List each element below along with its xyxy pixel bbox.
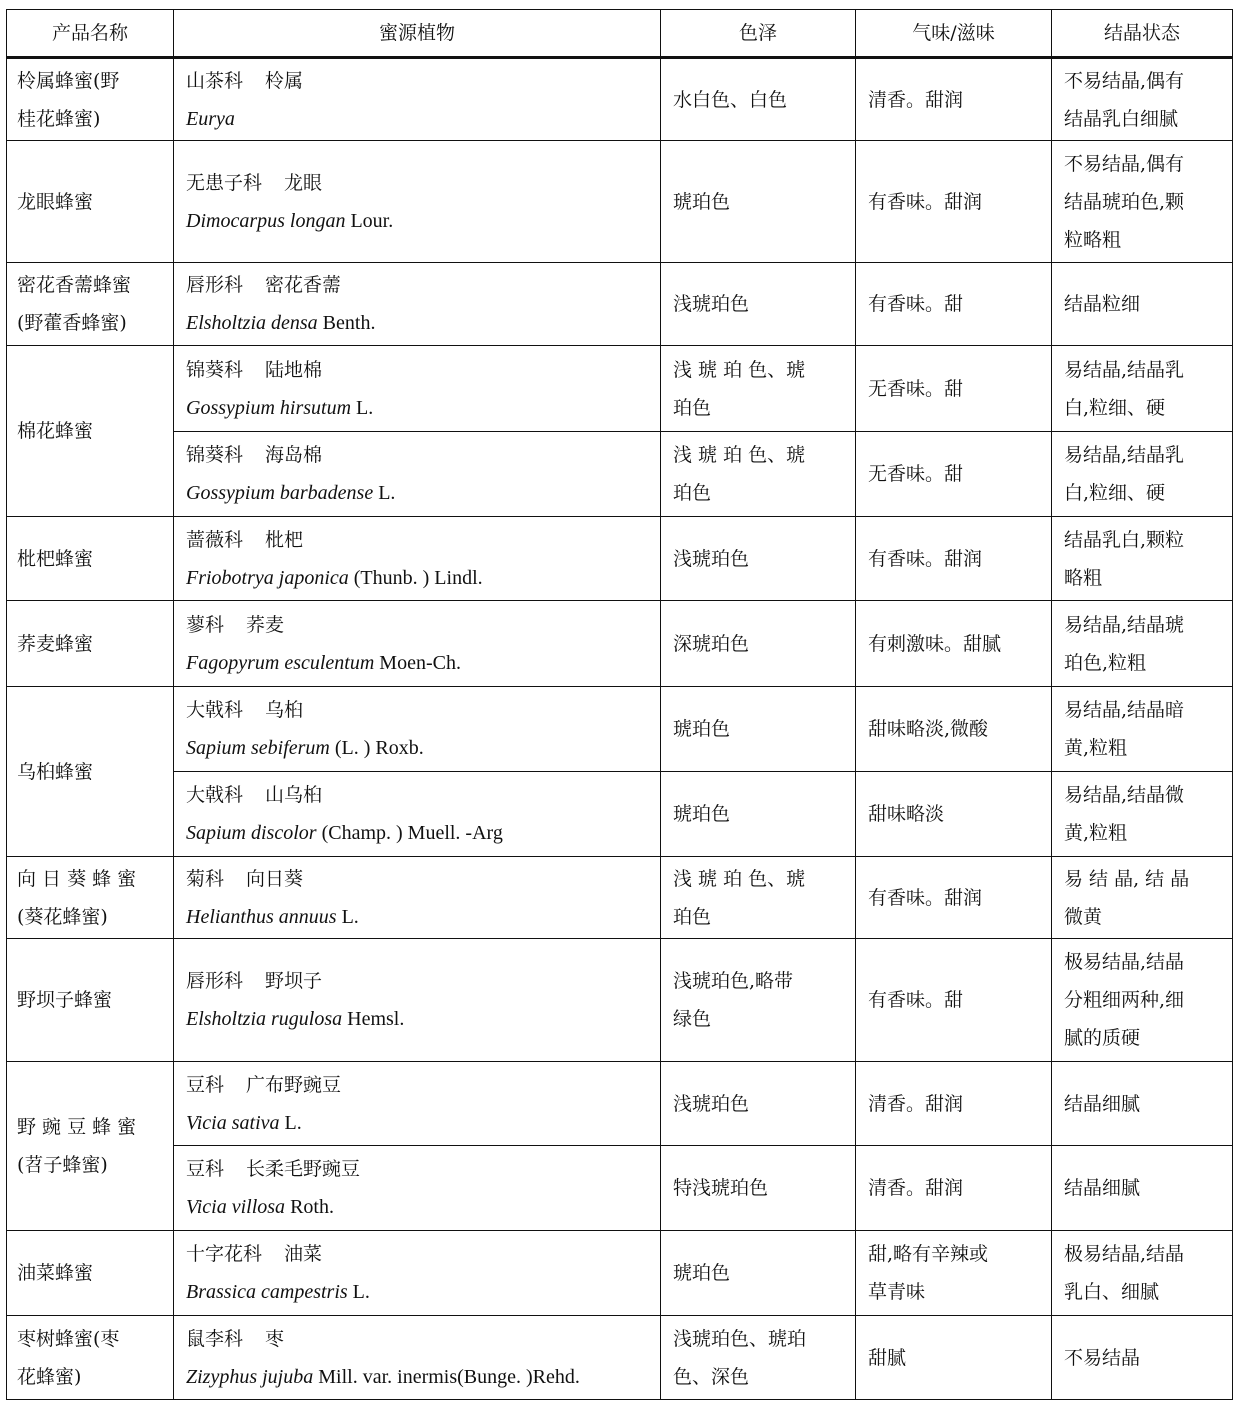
- taste-line: 甜味略淡,微酸: [868, 718, 989, 740]
- nectar-plant-cell: [174, 1316, 661, 1400]
- nectar-plant-cell: [174, 58, 661, 141]
- color-line: 琥珀色: [673, 1262, 731, 1284]
- scientific-name: Sapium sebiferum: [186, 737, 330, 759]
- smell-taste-cell: [856, 687, 1052, 772]
- crystal-state-cell: [1052, 1146, 1233, 1231]
- nectar-plant-cell: [174, 1231, 661, 1316]
- scientific-name: Elsholtzia densa: [186, 312, 318, 334]
- plant-common-name: 柃属: [265, 69, 304, 92]
- taste-line: 甜味略淡: [868, 803, 945, 825]
- color-cell: [661, 346, 856, 432]
- scientific-author: L.: [341, 905, 359, 928]
- crystal-state-cell: [1052, 432, 1233, 517]
- crystal-line: 白,粒细、硬: [1064, 396, 1166, 419]
- product-name-line: (葵花蜂蜜): [17, 905, 108, 928]
- plant-family: 大戟科: [186, 784, 244, 806]
- crystal-line: 不易结晶: [1064, 1346, 1141, 1369]
- taste-line: 草青味: [868, 1281, 926, 1303]
- plant-common-name: 向日葵: [246, 867, 304, 890]
- color-cell: [661, 517, 856, 601]
- product-name-line: 荞麦蜂蜜: [17, 632, 94, 655]
- color-line: 浅 琥 珀 色、琥: [673, 444, 806, 466]
- scientific-name: Vicia sativa: [186, 1111, 280, 1134]
- crystal-line: 易结晶,结晶乳: [1064, 444, 1185, 466]
- plant-name-line: [186, 521, 656, 559]
- color-line: 深琥珀色: [673, 632, 750, 655]
- smell-taste-cell: [856, 263, 1052, 346]
- plant-name-line: [186, 1066, 656, 1104]
- plant-name-line: [186, 1320, 656, 1358]
- table-row: [7, 939, 1233, 1062]
- scientific-name: Friobotrya japonica: [186, 566, 349, 589]
- taste-line: 甜,略有辛辣或: [868, 1243, 989, 1265]
- color-line: 珀色: [673, 482, 712, 504]
- crystal-state-cell: [1052, 857, 1233, 939]
- product-name-line: (野藿香蜂蜜): [17, 312, 127, 334]
- color-cell: [661, 1316, 856, 1400]
- crystal-line: 结晶细腻: [1064, 1092, 1141, 1115]
- nectar-plant-cell: [174, 772, 661, 857]
- color-cell: [661, 1062, 856, 1146]
- smell-taste-cell: [856, 601, 1052, 687]
- product-name-cell: [7, 263, 174, 346]
- crystal-line: 不易结晶,偶有: [1064, 152, 1185, 175]
- plant-family: 鼠李科: [186, 1327, 244, 1350]
- smell-taste-cell: [856, 1316, 1052, 1400]
- color-cell: [661, 772, 856, 857]
- nectar-plant-cell: [174, 141, 661, 263]
- nectar-plant-cell: [174, 687, 661, 772]
- taste-line: 有刺激味。甜腻: [868, 632, 1002, 655]
- scientific-name-line: [186, 644, 656, 682]
- product-name-cell: [7, 517, 174, 601]
- header-color: 色泽: [661, 10, 856, 58]
- taste-line: 甜腻: [868, 1346, 907, 1369]
- plant-family: 十字花科: [186, 1243, 263, 1265]
- taste-line: 清香。甜润: [868, 88, 964, 111]
- plant-family: 蔷薇科: [186, 528, 244, 551]
- crystal-line: 易结晶,结晶暗: [1064, 699, 1185, 721]
- scientific-author: (L. ) Roxb.: [334, 737, 424, 759]
- table-row: [7, 1062, 1233, 1146]
- plant-family: 豆科: [186, 1073, 225, 1096]
- color-line: 浅琥珀色,略带: [673, 970, 794, 992]
- crystal-state-cell: [1052, 1316, 1233, 1400]
- color-cell: [661, 857, 856, 939]
- color-line: 浅 琥 珀 色、琥: [673, 358, 806, 381]
- product-name-line: 柃属蜂蜜(野: [17, 69, 120, 92]
- table-row: [7, 601, 1233, 687]
- smell-taste-cell: [856, 772, 1052, 857]
- plant-common-name: 海岛棉: [265, 444, 323, 466]
- table-row: [7, 517, 1233, 601]
- crystal-state-cell: [1052, 517, 1233, 601]
- scientific-author: Hemsl.: [347, 1008, 405, 1030]
- smell-taste-cell: [856, 857, 1052, 939]
- color-line: 琥珀色: [673, 190, 731, 213]
- table-row: [7, 58, 1233, 141]
- plant-name-line: [186, 266, 656, 304]
- product-name-cell: [7, 687, 174, 857]
- taste-line: 清香。甜润: [868, 1092, 964, 1115]
- crystal-line: 易结晶,结晶琥: [1064, 613, 1185, 636]
- plant-common-name: 长柔毛野豌豆: [246, 1158, 361, 1180]
- crystal-state-cell: [1052, 58, 1233, 141]
- color-cell: [661, 939, 856, 1062]
- product-name-line: 桂花蜂蜜): [17, 107, 101, 130]
- nectar-plant-cell: [174, 939, 661, 1062]
- scientific-author: L.: [352, 1281, 370, 1303]
- smell-taste-cell: [856, 58, 1052, 141]
- product-name-cell: [7, 601, 174, 687]
- scientific-author: L.: [378, 482, 396, 504]
- taste-line: 有香味。甜润: [868, 886, 983, 909]
- header-nectar-plant: 蜜源植物: [174, 10, 661, 58]
- scientific-name: Gossypium hirsutum: [186, 396, 352, 419]
- product-name-cell: [7, 939, 174, 1062]
- scientific-name: Brassica campestris: [186, 1281, 348, 1303]
- crystal-line: 微黄: [1064, 905, 1103, 928]
- plant-family: 菊科: [186, 867, 225, 890]
- smell-taste-cell: [856, 141, 1052, 263]
- crystal-line: 黄,粒粗: [1064, 737, 1128, 759]
- scientific-name-line: [186, 559, 656, 597]
- plant-common-name: 密花香薷: [265, 274, 342, 296]
- crystal-line: 略粗: [1064, 566, 1103, 589]
- table-row: [7, 772, 1233, 857]
- header-product-name: 产品名称: [7, 10, 174, 58]
- table-row: [7, 857, 1233, 939]
- color-cell: [661, 432, 856, 517]
- scientific-author: Mill. var. inermis(Bunge. )Rehd.: [318, 1365, 580, 1388]
- color-line: 浅琥珀色: [673, 1092, 750, 1115]
- scientific-author: (Champ. ) Muell. -Arg: [321, 822, 503, 844]
- plant-family: 锦葵科: [186, 358, 244, 381]
- color-cell: [661, 58, 856, 141]
- scientific-author: (Thunb. ) Lindl.: [353, 566, 483, 589]
- plant-family: 蓼科: [186, 613, 225, 636]
- scientific-name: Elsholtzia rugulosa: [186, 1008, 343, 1030]
- scientific-name: Fagopyrum esculentum: [186, 651, 375, 674]
- scientific-name-line: [186, 474, 656, 512]
- plant-name-line: [186, 962, 656, 1000]
- crystal-line: 结晶琥珀色,颗: [1064, 190, 1185, 213]
- scientific-name-line: [186, 729, 656, 767]
- scientific-name-line: [186, 100, 656, 138]
- crystal-line: 易结晶,结晶乳: [1064, 358, 1185, 381]
- product-name-line: 乌桕蜂蜜: [17, 760, 94, 783]
- crystal-line: 珀色,粒粗: [1064, 651, 1147, 674]
- color-line: 特浅琥珀色: [673, 1177, 769, 1199]
- crystal-line: 易结晶,结晶微: [1064, 784, 1185, 806]
- nectar-plant-cell: [174, 1146, 661, 1231]
- plant-common-name: 乌桕: [265, 699, 304, 721]
- color-line: 绿色: [673, 1008, 712, 1030]
- color-line: 珀色: [673, 396, 712, 419]
- crystal-state-cell: [1052, 772, 1233, 857]
- table-row: [7, 263, 1233, 346]
- color-cell: [661, 687, 856, 772]
- nectar-plant-cell: [174, 346, 661, 432]
- crystal-state-cell: [1052, 1062, 1233, 1146]
- plant-name-line: [186, 351, 656, 389]
- taste-line: 有香味。甜润: [868, 547, 983, 570]
- scientific-name-line: [186, 1358, 656, 1396]
- scientific-name-line: [186, 304, 656, 342]
- plant-common-name: 枣: [265, 1327, 285, 1350]
- nectar-plant-cell: [174, 517, 661, 601]
- taste-line: 有香味。甜润: [868, 190, 983, 213]
- product-name-line: 野坝子蜂蜜: [17, 989, 113, 1011]
- color-cell: [661, 1146, 856, 1231]
- scientific-name-line: [186, 202, 656, 240]
- scientific-author: Lour.: [350, 209, 394, 232]
- color-line: 浅 琥 珀 色、琥: [673, 867, 806, 890]
- table-row: [7, 1231, 1233, 1316]
- color-line: 浅琥珀色、琥珀: [673, 1327, 807, 1350]
- smell-taste-cell: [856, 1062, 1052, 1146]
- nectar-plant-cell: [174, 432, 661, 517]
- product-name-cell: [7, 1062, 174, 1231]
- product-name-line: 棉花蜂蜜: [17, 420, 94, 442]
- product-name-cell: [7, 857, 174, 939]
- product-name-line: 油菜蜂蜜: [17, 1262, 94, 1284]
- crystal-line: 不易结晶,偶有: [1064, 69, 1185, 92]
- plant-common-name: 龙眼: [284, 171, 323, 194]
- scientific-name: Zizyphus jujuba: [186, 1365, 314, 1388]
- plant-common-name: 山乌桕: [265, 784, 323, 806]
- scientific-name-line: [186, 1104, 656, 1142]
- taste-line: 无香味。甜: [868, 377, 964, 400]
- scientific-author: Moen-Ch.: [379, 651, 461, 674]
- plant-family: 锦葵科: [186, 444, 244, 466]
- color-cell: [661, 263, 856, 346]
- crystal-state-cell: [1052, 687, 1233, 772]
- color-cell: [661, 1231, 856, 1316]
- product-name-line: 花蜂蜜): [17, 1365, 82, 1388]
- table-row: [7, 687, 1233, 772]
- table-body: [7, 58, 1233, 1400]
- product-name-cell: [7, 58, 174, 141]
- plant-name-line: [186, 860, 656, 898]
- plant-family: 豆科: [186, 1158, 225, 1180]
- product-name-line: (苕子蜂蜜): [17, 1154, 108, 1176]
- product-name-cell: [7, 141, 174, 263]
- plant-common-name: 广布野豌豆: [246, 1073, 342, 1096]
- plant-name-line: [186, 776, 656, 814]
- table-row: [7, 346, 1233, 432]
- color-line: 色、深色: [673, 1365, 750, 1388]
- nectar-plant-cell: [174, 857, 661, 939]
- scientific-author: Roth.: [290, 1196, 334, 1218]
- color-line: 水白色、白色: [673, 88, 788, 111]
- scientific-name: Sapium discolor: [186, 822, 317, 844]
- crystal-state-cell: [1052, 601, 1233, 687]
- color-line: 浅琥珀色: [673, 547, 750, 570]
- smell-taste-cell: [856, 1231, 1052, 1316]
- taste-line: 清香。甜润: [868, 1177, 964, 1199]
- color-cell: [661, 601, 856, 687]
- crystal-state-cell: [1052, 939, 1233, 1062]
- scientific-name-line: [186, 814, 656, 852]
- scientific-name: Gossypium barbadense: [186, 482, 374, 504]
- taste-line: 无香味。甜: [868, 463, 964, 485]
- table-row: [7, 432, 1233, 517]
- scientific-author: Benth.: [322, 312, 376, 334]
- color-line: 琥珀色: [673, 803, 731, 825]
- smell-taste-cell: [856, 939, 1052, 1062]
- product-name-cell: [7, 1316, 174, 1400]
- nectar-plant-cell: [174, 1062, 661, 1146]
- product-name-line: 密花香薷蜂蜜: [17, 274, 132, 296]
- color-cell: [661, 141, 856, 263]
- plant-family: 唇形科: [186, 970, 244, 992]
- crystal-line: 白,粒细、硬: [1064, 482, 1166, 504]
- plant-family: 大戟科: [186, 699, 244, 721]
- crystal-state-cell: [1052, 141, 1233, 263]
- scientific-author: L.: [356, 396, 374, 419]
- nectar-plant-cell: [174, 601, 661, 687]
- plant-name-line: [186, 436, 656, 474]
- plant-name-line: [186, 1150, 656, 1188]
- plant-name-line: [186, 691, 656, 729]
- taste-line: 有香味。甜: [868, 293, 964, 315]
- scientific-name: Eurya: [186, 107, 235, 130]
- color-line: 琥珀色: [673, 718, 731, 740]
- honey-table: [6, 9, 1233, 1400]
- smell-taste-cell: [856, 346, 1052, 432]
- product-name-cell: [7, 1231, 174, 1316]
- crystal-line: 黄,粒粗: [1064, 822, 1128, 844]
- plant-family: 山茶科: [186, 69, 244, 92]
- table-row: [7, 141, 1233, 263]
- scientific-author: L.: [284, 1111, 302, 1134]
- header-row: [7, 10, 1233, 58]
- plant-family: 无患子科: [186, 171, 263, 194]
- crystal-line: 极易结晶,结晶: [1064, 951, 1185, 973]
- product-name-line: 枣树蜂蜜(枣: [17, 1327, 120, 1350]
- nectar-plant-cell: [174, 263, 661, 346]
- table-row: [7, 1316, 1233, 1400]
- plant-common-name: 枇杷: [265, 528, 304, 551]
- header-crystal-state: 结晶状态: [1052, 10, 1233, 58]
- color-line: 浅琥珀色: [673, 293, 750, 315]
- plant-common-name: 油菜: [284, 1243, 323, 1265]
- crystal-line: 结晶乳白,颗粒: [1064, 528, 1185, 551]
- scientific-name: Vicia villosa: [186, 1196, 286, 1218]
- smell-taste-cell: [856, 517, 1052, 601]
- crystal-line: 结晶乳白细腻: [1064, 107, 1179, 130]
- plant-common-name: 陆地棉: [265, 358, 323, 381]
- crystal-state-cell: [1052, 346, 1233, 432]
- scientific-name-line: [186, 389, 656, 427]
- crystal-line: 粒略粗: [1064, 228, 1122, 251]
- color-line: 珀色: [673, 905, 712, 928]
- product-name-line: 野 豌 豆 蜂 蜜: [17, 1116, 137, 1138]
- plant-family: 唇形科: [186, 274, 244, 296]
- plant-name-line: [186, 164, 656, 202]
- product-name-cell: [7, 346, 174, 517]
- plant-common-name: 荞麦: [246, 613, 285, 636]
- product-name-line: 龙眼蜂蜜: [17, 190, 94, 213]
- crystal-line: 结晶粒细: [1064, 293, 1141, 315]
- header-smell-taste: 气味/滋味: [856, 10, 1052, 58]
- plant-name-line: [186, 62, 656, 100]
- plant-name-line: [186, 606, 656, 644]
- smell-taste-cell: [856, 432, 1052, 517]
- taste-line: 有香味。甜: [868, 989, 964, 1011]
- scientific-name-line: [186, 1273, 656, 1311]
- crystal-line: 易 结 晶, 结 晶: [1064, 867, 1190, 890]
- plant-name-line: [186, 1235, 656, 1273]
- crystal-line: 腻的质硬: [1064, 1027, 1141, 1049]
- smell-taste-cell: [856, 1146, 1052, 1231]
- scientific-name: Dimocarpus longan: [186, 209, 346, 232]
- crystal-line: 极易结晶,结晶: [1064, 1243, 1185, 1265]
- scientific-name-line: [186, 1188, 656, 1226]
- crystal-line: 乳白、细腻: [1064, 1281, 1160, 1303]
- table-row: [7, 1146, 1233, 1231]
- scientific-name: Helianthus annuus: [186, 905, 337, 928]
- crystal-line: 分粗细两种,细: [1064, 989, 1185, 1011]
- plant-common-name: 野坝子: [265, 970, 323, 992]
- crystal-state-cell: [1052, 263, 1233, 346]
- crystal-state-cell: [1052, 1231, 1233, 1316]
- product-name-line: 枇杷蜂蜜: [17, 547, 94, 570]
- scientific-name-line: [186, 898, 656, 936]
- crystal-line: 结晶细腻: [1064, 1177, 1141, 1199]
- scientific-name-line: [186, 1000, 656, 1038]
- product-name-line: 向 日 葵 蜂 蜜: [17, 867, 137, 890]
